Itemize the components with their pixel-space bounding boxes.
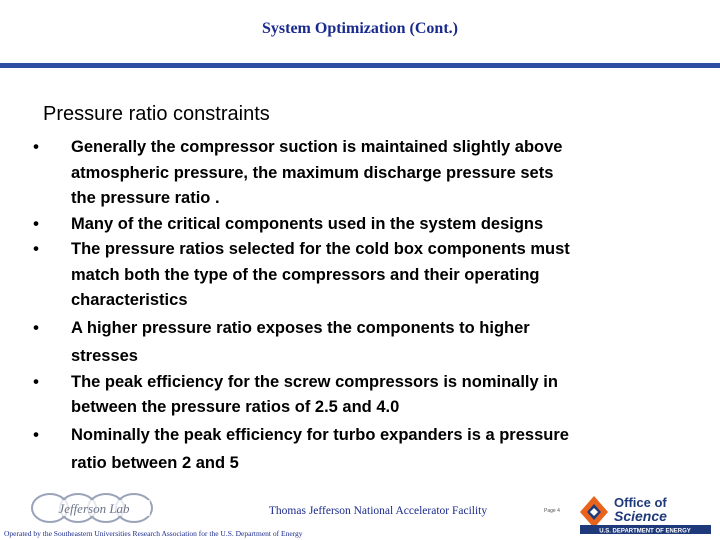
bullet-item bbox=[28, 212, 698, 238]
doe-emblem-icon bbox=[580, 496, 608, 528]
bullet-text-line: A higher pressure ratio exposes the components to higher bbox=[71, 318, 530, 337]
bullet-text-line: between the pressure ratios of 2.5 and 4.0 bbox=[71, 398, 400, 416]
bullet-text-line: match both the type of the compressors and their operating bbox=[71, 265, 540, 284]
office-of-science-logo bbox=[578, 492, 713, 536]
bullet-dot: • bbox=[33, 372, 39, 391]
bullet-item bbox=[28, 135, 698, 212]
bullet-item bbox=[28, 421, 698, 477]
bullet-text-line: atmospheric pressure, the maximum discharge pressure sets bbox=[71, 163, 554, 182]
bullet-text-line: Generally the compressor suction is maintained slightly above bbox=[71, 138, 563, 156]
bullet-dot: • bbox=[33, 240, 39, 258]
bullet-text-line: Many of the critical components used in the system designs bbox=[71, 214, 544, 233]
doe-logo-line2: Science bbox=[614, 508, 667, 524]
bullet-dot: • bbox=[33, 425, 39, 444]
doe-logo-line1: Office of bbox=[614, 495, 667, 510]
bullet-text-line: the pressure ratio . bbox=[71, 189, 220, 207]
bullet-text-line: stresses bbox=[71, 346, 138, 365]
bullet-dot: • bbox=[33, 318, 39, 337]
bullet-dot: • bbox=[33, 214, 39, 233]
slide-heading: Pressure ratio constraints bbox=[43, 103, 270, 125]
bullet-dot: • bbox=[33, 138, 39, 156]
bullet-text-line: characteristics bbox=[71, 291, 188, 309]
bullet-list bbox=[28, 135, 698, 477]
jefferson-lab-logo bbox=[28, 491, 164, 525]
footer-bottom-text: Operated by the Southeastern Universities Research Association for the U.S. Department of Energy bbox=[4, 529, 303, 538]
bullet-text-line: The pressure ratios selected for the cold box components must bbox=[71, 240, 570, 258]
bullet-item bbox=[28, 237, 698, 314]
bullet-text-line: The peak efficiency for the screw compressors is nominally in bbox=[71, 372, 558, 391]
footer-center-text: Thomas Jefferson National Accelerator Facility bbox=[268, 505, 488, 517]
header-rule bbox=[0, 63, 720, 68]
bullet-text-line: ratio between 2 and 5 bbox=[71, 453, 239, 472]
bullet-item bbox=[28, 314, 698, 370]
doe-logo-line3: U.S. DEPARTMENT OF ENERGY bbox=[599, 528, 691, 535]
bullet-text-line: Nominally the peak efficiency for turbo expanders is a pressure bbox=[71, 425, 569, 444]
bullet-item bbox=[28, 370, 698, 421]
footer-slide-number: Page 4 bbox=[544, 508, 560, 514]
jefferson-lab-logo-text: Jefferson Lab bbox=[58, 501, 130, 516]
page-header-title: System Optimization (Cont.) bbox=[262, 20, 458, 37]
